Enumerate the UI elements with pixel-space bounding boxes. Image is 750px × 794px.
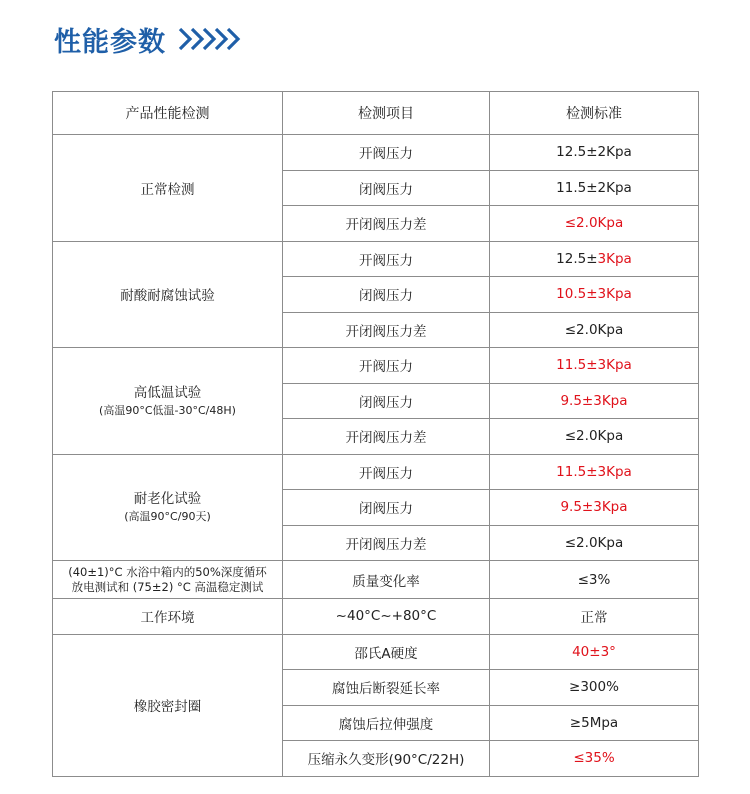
header-standard: 检测标准	[490, 92, 699, 135]
item-cell: 开闭阀压力差	[283, 206, 490, 242]
standard-cell: 11.5±3Kpa	[490, 454, 699, 490]
section-heading	[54, 19, 252, 59]
category-cell	[53, 599, 283, 635]
item-cell: 开闭阀压力差	[283, 419, 490, 455]
item-cell: 压缩永久变形(90°C/22H)	[283, 741, 490, 777]
standard-cell: 10.5±3Kpa	[490, 277, 699, 313]
standard-cell: ≤35%	[490, 741, 699, 777]
standard-cell: 11.5±3Kpa	[490, 348, 699, 384]
category-label: 耐酸耐腐蚀试验	[120, 288, 215, 305]
section-title: 性能参数	[54, 26, 166, 58]
category-cell	[53, 454, 283, 561]
standard-cell: 11.5±2Kpa	[490, 170, 699, 206]
header-category: 产品性能检测	[53, 92, 283, 135]
item-cell: 闭阀压力	[283, 170, 490, 206]
standard-cell: ≤2.0Kpa	[490, 312, 699, 348]
category-note: (高温90°C/90天)	[124, 510, 211, 524]
standard-cell: ≤2.0Kpa	[490, 206, 699, 242]
table-row	[53, 348, 699, 384]
table-row	[53, 241, 699, 277]
standard-cell: 正常	[490, 599, 699, 635]
standard-cell: ≤2.0Kpa	[490, 419, 699, 455]
item-cell: 开阀压力	[283, 135, 490, 171]
standard-cell: ≥300%	[490, 670, 699, 706]
standard-cell: 12.5±2Kpa	[490, 135, 699, 171]
item-cell: 开阀压力	[283, 348, 490, 384]
double-chevron-right-icon	[178, 26, 252, 52]
table-row	[53, 454, 699, 490]
table-row	[53, 135, 699, 171]
standard-cell: ≤3%	[490, 561, 699, 599]
item-cell: 开闭阀压力差	[283, 525, 490, 561]
spec-table	[52, 91, 699, 777]
category-note: (高温90°C低温-30°C/48H)	[99, 403, 236, 417]
category-label: 正常检测	[140, 181, 195, 198]
category-label: 耐老化试验	[133, 491, 202, 508]
standard-cell: 9.5±3Kpa	[490, 383, 699, 419]
standard-cell: ≤2.0Kpa	[490, 525, 699, 561]
standard-cell: ≥5Mpa	[490, 705, 699, 741]
standard-cell: 40±3°	[490, 634, 699, 670]
standard-cell: 9.5±3Kpa	[490, 490, 699, 526]
item-cell: 闭阀压力	[283, 490, 490, 526]
category-cell	[53, 634, 283, 776]
table-header-row	[53, 92, 699, 135]
table-row	[53, 599, 699, 635]
item-cell: 开闭阀压力差	[283, 312, 490, 348]
item-cell: 质量变化率	[283, 561, 490, 599]
item-cell: 邵氏A硬度	[283, 634, 490, 670]
category-note: 放电测试和 (75±2) °C 高温稳定测试	[71, 579, 264, 594]
item-cell: ~40°C~+80°C	[283, 599, 490, 635]
category-cell	[53, 241, 283, 348]
item-cell: 闭阀压力	[283, 383, 490, 419]
standard-cell: 12.5±3Kpa	[490, 241, 699, 277]
table-row	[53, 561, 699, 599]
item-cell: 开阀压力	[283, 454, 490, 490]
item-cell: 腐蚀后拉伸强度	[283, 705, 490, 741]
category-label: 高低温试验	[133, 384, 202, 401]
category-cell	[53, 348, 283, 455]
item-cell: 闭阀压力	[283, 277, 490, 313]
header-item: 检测项目	[283, 92, 490, 135]
category-cell	[53, 561, 283, 599]
item-cell: 腐蚀后断裂延长率	[283, 670, 490, 706]
category-label: 工作环境	[140, 610, 195, 627]
category-label: 橡胶密封圈	[133, 699, 202, 715]
category-cell	[53, 135, 283, 242]
table-row	[53, 634, 699, 670]
item-cell: 开阀压力	[283, 241, 490, 277]
category-note: (40±1)°C 水浴中箱内的50%深度循环	[68, 564, 267, 579]
